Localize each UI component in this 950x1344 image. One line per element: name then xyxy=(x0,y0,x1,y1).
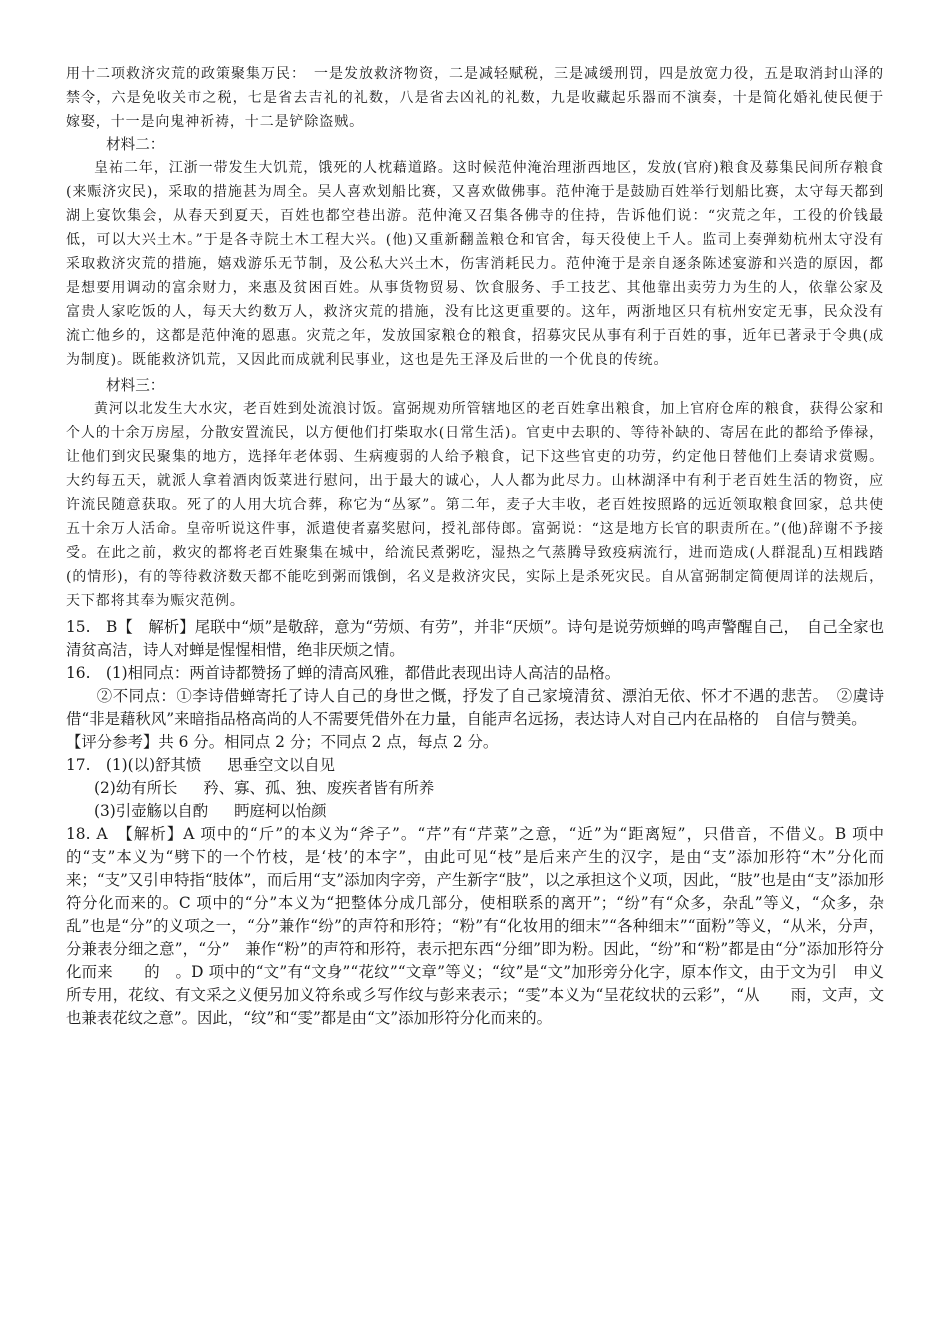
answer-17-2-first: (2)幼有所长 xyxy=(94,779,178,797)
answer-17-2-second: 矜、寡、孤、独、废疾者皆有所养 xyxy=(203,779,435,797)
answer-18: 18. A 【解析】A 项中的“斤”的本义为“斧子”。“芹”有“芹菜”之意，“近”为“距离短”，只借音，不借义。B 项中的“支”本义为“劈下的一个竹枝，是‘枝’的本字”，由此可见“枝”是后来产生的汉字，是由“支”添加形符“木”分化而来；“支”又引申特指“肢体”，而后用“支”添加肉字旁，产生新字“肢”，以之承担这个义项，因此，“肢”也是由“支”添加形符分化而来的。C 项中的“分”本义为“把整体分成几部分，使相联系的离开”；“纷”有“众多，杂乱”等义，“众多，杂乱”也是“分”的义项之一，“分”兼作“纷”的声符和形符；“粉”有“化妆用的细末”“各种细末”“面粉”等义，“从米，分声，分兼表分细之意”，“分” 兼作“粉”的声符和形符，表示把东西“分细”即为粉。因此，“纷”和“粉”都是由“分”添加形符分化而来 的 。D 项中的“文”有“文身”“花纹”“文章”等义；“纹”是“文”加形旁分化字，原本作文，由于文为引 申义所专用，花纹、有文采之义便另加义符糸或彡写作纹与彭来表示；“雯”本义为“呈花纹状的云彩”，“从 雨，文声，文也兼表花纹之意”。因此，“纹”和“雯”都是由“文”添加形符分化而来的。 xyxy=(66,825,884,1027)
answer-17-3-second: 眄庭柯以怡颜 xyxy=(234,802,327,820)
answer-16-similarity: 16. (1)相同点：两首诗都赞扬了蝉的清高风雅，都借此表现出诗人高洁的品格。 xyxy=(66,664,621,682)
answer-17-line3 xyxy=(66,800,884,823)
answer-17-line2 xyxy=(66,777,884,800)
material3-translation: 黄河以北发生大水灾，老百姓到处流浪讨饭。富弼规劝所管辖地区的老百姓拿出粮食，加上官府仓库的粮食，获得公家和个人的十余万房屋，分散安置流民，以方便他们打柴取水(日常生活)。官吏中去职的、等待补缺的、寄居在此的都给予俸禄，让他们到灾民聚集的地方，选择年老体弱、生病瘦弱的人给予粮食，记下这些官吏的功劳，约定他日替他们上奏请求赏赐。大约每五天，就派人拿着酒肉饭菜进行慰问，出于最大的诚心，人人都为此尽力。山林湖泽中有利于老百姓生活的物资，应许流民随意获取。死了的人用大坑合葬，称它为“丛冢”。第二年，麦子大丰收，老百姓按照路的远近领取粮食回家，总共使五十余万人活命。皇帝听说这件事，派遣使者嘉奖慰问，授礼部侍郎。富弼说：“这是地方长官的职责所在。”(他)辞谢不予接受。在此之前，救灾的都将老百姓聚集在城中，给流民煮粥吃，湿热之气蒸腾导致疫病流行，进而造成(人群混乱)互相践踏(的情形)，有的等待救济数天都不能吃到粥而饿倒，名义是救济灾民，实际上是杀死灾民。自从富弼制定简便周详的法规后，天下都将其奉为赈灾范例。 xyxy=(66,401,884,609)
answer-17-1-second: 思垂空文以自见 xyxy=(227,756,335,774)
answer-16-scoring: 【评分参考】共 6 分。相同点 2 分；不同点 2 点，每点 2 分。 xyxy=(66,733,499,751)
answer-16-difference: ②不同点：①李诗借蝉寄托了诗人自己的身世之慨，抒发了自己家境清贫、漂泊无依、怀才不遇的悲苦。 ②虞诗借“非是藉秋风”来暗指品格高尚的人不需要凭借外在力量，自能声名远扬，表达诗人对自己内在品格的 自信与赞美。 xyxy=(66,687,884,728)
material3-heading: 材料三： xyxy=(106,377,165,394)
answer-17-line1 xyxy=(66,754,884,777)
answer-15: 15. B【 解析】尾联中“烦”是敬辞，意为“劳烦、有劳”，并非“厌烦”。诗句是说劳烦蝉的鸣声警醒自己， 自己全家也清贫高洁，诗人对蝉是惺惺相惜，绝非厌烦之情。 xyxy=(66,618,884,659)
material1-translation-tail: 用十二项救济灾荒的政策聚集万民： 一是发放救济物资，二是减轻赋税，三是减缓刑罚，四是放宽力役，五是取消封山泽的禁令，六是免收关市之税，七是省去吉礼的礼数，八是省去凶礼的礼数，九是收藏起乐器而不演奏，十是简化婚礼使民便于嫁娶，十一是向鬼神祈祷，十二是铲除盗贼。 xyxy=(66,66,884,130)
material2-heading: 材料二： xyxy=(106,136,165,153)
material2-translation: 皇祐二年，江浙一带发生大饥荒，饿死的人枕藉道路。这时候范仲淹治理浙西地区，发放(官府)粮食及募集民间所存粮食(来赈济灾民)，采取的措施甚为周全。吴人喜欢划船比赛，又喜欢做佛事。范仲淹于是鼓励百姓举行划船比赛，太守每天都到湖上宴饮集会，从春天到夏天，百姓也都空巷出游。范仲淹又召集各佛寺的住持，告诉他们说：“灾荒之年，工役的价钱最低，可以大兴土木。”于是各寺院土木工程大兴。(他)又重新翻盖粮仓和官舍，每天役使上千人。监司上奏弹劾杭州太守没有采取救济灾荒的措施，嬉戏游乐无节制，及公私大兴土木，伤害消耗民力。范仲淹于是亲自逐条陈述宴游和兴造的原因，都是想要用调动的富余财力，来惠及贫困百姓。从事货物贸易、饮食服务、手工技艺、其他靠出卖劳力为生的人，依靠公家及富贵人家吃饭的人，每天大约数万人，救济灾荒的措施，没有比这更重要的。这年，两浙地区只有杭州安定无事，民众没有流亡他乡的，这都是范仲淹的恩惠。灾荒之年，发放国家粮仓的粮食，招募灾民从事有利于百姓的事，近年已著录于令典(成为制度)。既能救济饥荒，又因此而成就利民事业，这也是先王泽及后世的一个优良的传统。 xyxy=(66,160,884,368)
answer-17-3-first: (3)引壶觞以自酌 xyxy=(94,802,209,820)
answer-17-1-first: 17. (1)(以)舒其愤 xyxy=(66,756,202,774)
